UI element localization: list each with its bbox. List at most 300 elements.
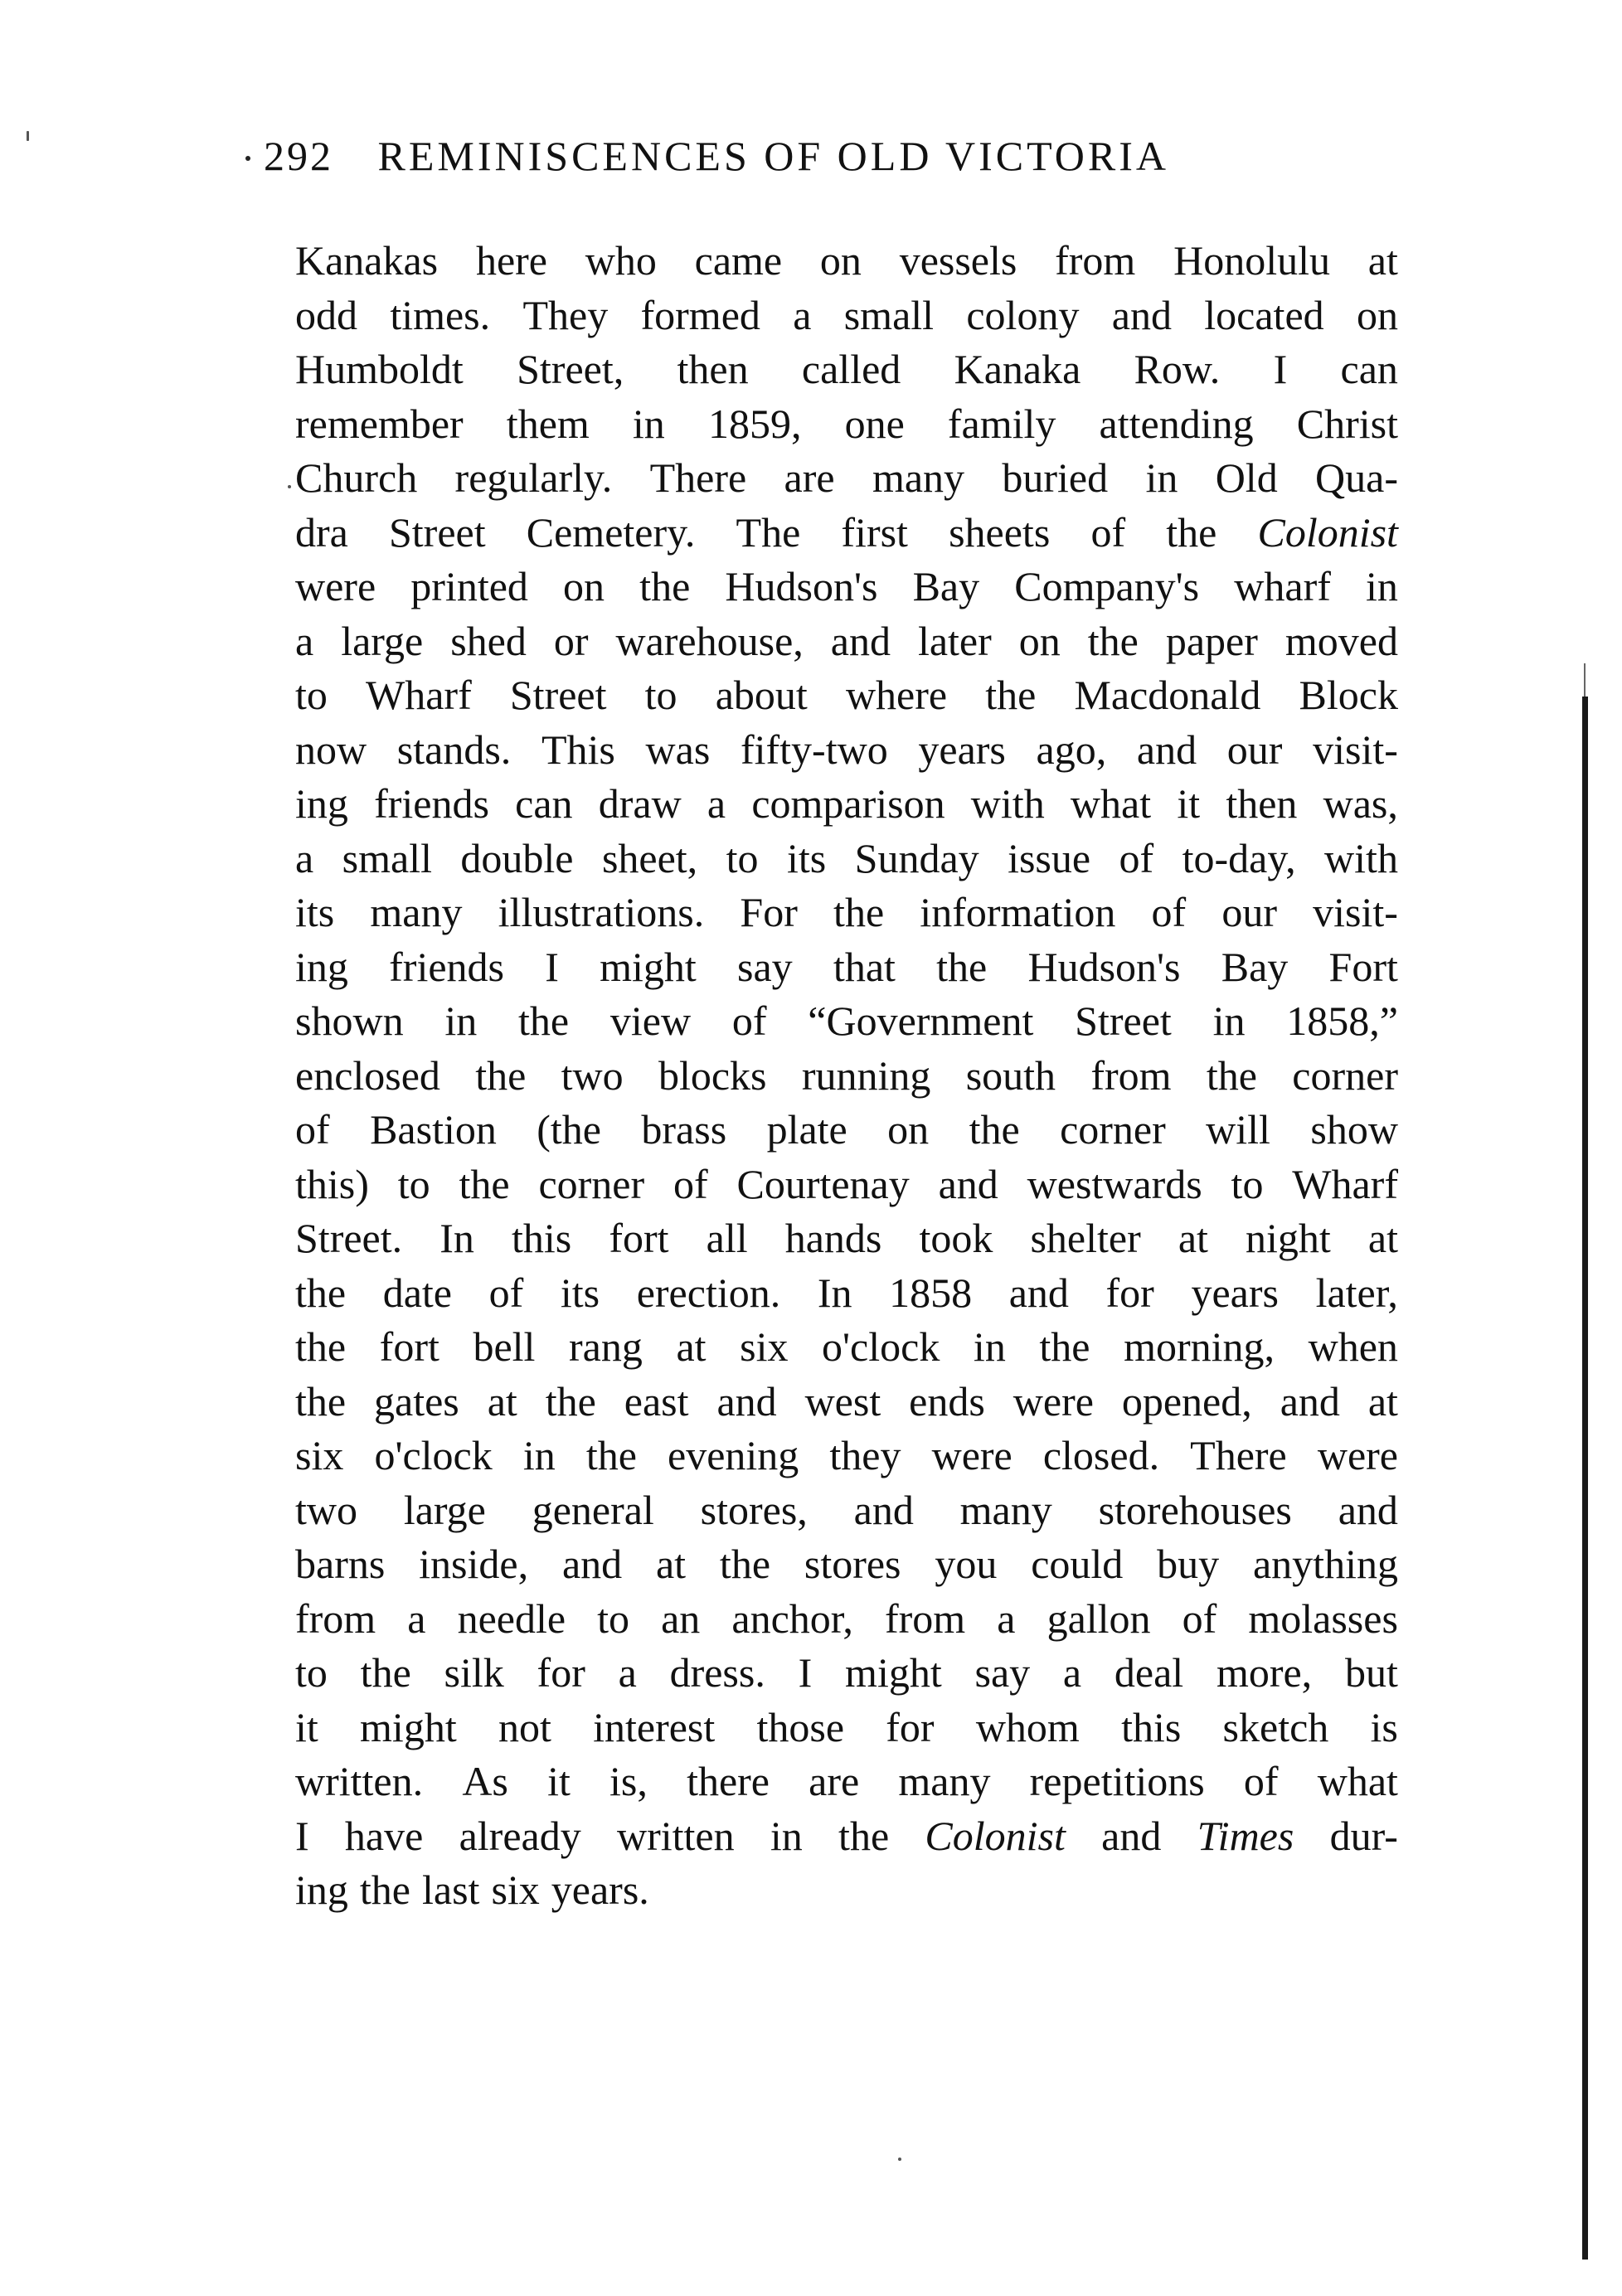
word: last xyxy=(422,1866,480,1913)
word: the xyxy=(295,1323,347,1370)
word: Hudson's xyxy=(725,563,878,609)
word: the xyxy=(475,1051,527,1099)
text-line xyxy=(295,451,1398,506)
text-line xyxy=(295,614,1398,669)
word: of xyxy=(1182,1595,1217,1642)
word: there xyxy=(687,1758,770,1804)
word: from xyxy=(885,1595,966,1642)
word: visit- xyxy=(1313,726,1398,773)
word: say xyxy=(974,1649,1031,1696)
text-line xyxy=(295,1755,1398,1809)
scan-speck xyxy=(27,131,29,141)
word: and xyxy=(1101,1812,1162,1859)
word: Humboldt xyxy=(295,346,464,392)
word: at xyxy=(1367,237,1398,284)
word: six xyxy=(491,1866,540,1913)
running-title: REMINISCENCES OF OLD VICTORIA xyxy=(377,133,1170,179)
text-line xyxy=(295,1809,1398,1864)
word: might xyxy=(360,1703,457,1750)
word: hands xyxy=(784,1215,882,1261)
text-line xyxy=(295,1103,1398,1158)
word: Block xyxy=(1299,672,1398,718)
word: Street. xyxy=(295,1215,403,1261)
word: and xyxy=(830,617,891,664)
word: the xyxy=(1166,508,1217,556)
word: came xyxy=(694,237,783,284)
word: and xyxy=(561,1541,623,1587)
word: the xyxy=(585,1432,637,1478)
word: shed xyxy=(450,617,527,664)
word: the xyxy=(833,889,885,935)
word: I xyxy=(1273,346,1288,392)
word: erection. xyxy=(636,1269,781,1316)
word: this) xyxy=(295,1160,369,1207)
word: first xyxy=(841,508,908,556)
word: say xyxy=(737,943,793,990)
word: located xyxy=(1204,291,1324,338)
word: barns xyxy=(295,1541,386,1587)
word: years xyxy=(1191,1269,1279,1316)
word: fort xyxy=(379,1323,439,1370)
word: are xyxy=(809,1758,860,1804)
word: two xyxy=(561,1051,624,1099)
word: There xyxy=(1190,1432,1287,1478)
word: Street, xyxy=(517,346,624,392)
word: from xyxy=(1090,1051,1172,1099)
text-line xyxy=(295,1483,1398,1538)
word: were xyxy=(1013,1377,1094,1425)
word: vessels xyxy=(899,237,1017,284)
word: can xyxy=(1340,346,1398,392)
word: anchor, xyxy=(731,1595,853,1642)
word: to xyxy=(597,1595,630,1642)
word: a xyxy=(618,1649,637,1696)
word: opened, xyxy=(1121,1377,1252,1425)
word: of xyxy=(295,1106,330,1153)
word: an xyxy=(661,1595,701,1642)
text-line xyxy=(295,1320,1398,1375)
word: remember xyxy=(295,400,464,447)
word: Row. xyxy=(1134,346,1221,392)
word: a xyxy=(1062,1649,1082,1696)
word: a xyxy=(997,1595,1016,1642)
italic-word: Times xyxy=(1197,1812,1294,1859)
word: to xyxy=(397,1160,430,1207)
word: information xyxy=(920,889,1116,935)
word: this xyxy=(511,1215,572,1261)
word: double xyxy=(460,834,574,881)
word: moved xyxy=(1284,617,1398,664)
word: the xyxy=(545,1377,596,1425)
word: when xyxy=(1308,1323,1398,1370)
word: large xyxy=(403,1486,486,1533)
word: corner xyxy=(538,1160,645,1207)
text-line xyxy=(295,234,1398,289)
word: In xyxy=(817,1269,852,1316)
word: at xyxy=(655,1541,687,1587)
word: on xyxy=(1356,291,1398,338)
word: Church xyxy=(295,454,418,501)
word: but xyxy=(1344,1649,1398,1696)
word: about xyxy=(715,672,808,718)
word: our xyxy=(1221,889,1277,935)
word: dur- xyxy=(1329,1812,1398,1859)
word: issue xyxy=(1008,834,1091,881)
word: not xyxy=(498,1703,551,1750)
word: 1858,” xyxy=(1286,998,1398,1044)
word: The xyxy=(736,508,801,556)
word: the xyxy=(936,943,988,990)
word: more, xyxy=(1216,1649,1313,1696)
word: evening xyxy=(668,1432,799,1478)
word: where xyxy=(845,672,948,718)
word: blocks xyxy=(658,1051,767,1099)
word: regularly. xyxy=(454,454,613,501)
word: six xyxy=(295,1432,344,1478)
word: in xyxy=(522,1432,556,1478)
word: small xyxy=(843,291,935,338)
word: the xyxy=(360,1649,411,1696)
word: the xyxy=(838,1812,890,1859)
word: Wharf xyxy=(1292,1160,1398,1207)
word: written xyxy=(616,1812,735,1859)
word: it xyxy=(547,1758,571,1804)
word: and xyxy=(938,1160,998,1207)
text-line xyxy=(295,1863,1398,1918)
word: at xyxy=(487,1377,517,1425)
binding-edge-shadow xyxy=(1582,697,1588,2260)
word: gallon xyxy=(1047,1595,1151,1642)
word: For xyxy=(740,889,798,935)
word: (the xyxy=(537,1106,601,1153)
word: with xyxy=(1324,834,1398,881)
word: in xyxy=(632,400,665,447)
word: in xyxy=(1366,563,1398,609)
word: can xyxy=(515,780,573,827)
page-number: 292 xyxy=(264,123,333,189)
word: draw xyxy=(598,780,682,827)
word: Street xyxy=(1075,998,1172,1044)
text-line xyxy=(295,777,1398,832)
word: Old xyxy=(1215,454,1278,501)
text-line xyxy=(295,668,1398,723)
word: corner xyxy=(1292,1051,1398,1099)
word: in xyxy=(1145,454,1178,501)
word: Hudson's xyxy=(1027,943,1181,990)
word: a xyxy=(295,834,314,881)
word: is, xyxy=(609,1758,648,1804)
word: stands. xyxy=(396,726,512,773)
word: ing xyxy=(295,943,348,990)
text-line xyxy=(295,289,1398,343)
word: south xyxy=(965,1051,1056,1099)
word: have xyxy=(344,1812,424,1859)
word: the xyxy=(985,672,1037,718)
word: from xyxy=(1055,237,1136,284)
word: all xyxy=(706,1215,748,1261)
text-line xyxy=(295,1429,1398,1483)
word: stores xyxy=(804,1541,901,1587)
word: might xyxy=(845,1649,942,1696)
word: is xyxy=(1370,1703,1398,1750)
word: Bay xyxy=(912,563,980,609)
word: the xyxy=(1039,1323,1090,1370)
word: night xyxy=(1246,1215,1331,1261)
word: took xyxy=(919,1215,993,1261)
word: what xyxy=(1317,1758,1398,1804)
text-line xyxy=(295,342,1398,397)
word: at xyxy=(1367,1215,1398,1261)
word: “Government xyxy=(808,998,1034,1044)
word: west xyxy=(804,1377,881,1425)
word: storehouses xyxy=(1098,1486,1292,1533)
word: attending xyxy=(1099,400,1254,447)
word: There xyxy=(649,454,747,501)
word: might xyxy=(600,943,697,990)
word: Wharf xyxy=(366,672,472,718)
word: wharf xyxy=(1234,563,1331,609)
word: bell xyxy=(473,1323,536,1370)
word: enclosed xyxy=(295,1051,440,1099)
text-line xyxy=(295,560,1398,614)
word: Kanakas xyxy=(295,237,439,284)
word: and xyxy=(1111,291,1172,338)
word: fifty-two xyxy=(740,726,888,773)
word: on xyxy=(819,237,862,284)
word: and xyxy=(1280,1377,1340,1425)
word: 1859, xyxy=(707,400,802,447)
word: whom xyxy=(975,1703,1080,1750)
word: the xyxy=(719,1541,771,1587)
word: Bastion xyxy=(370,1106,497,1153)
word: you xyxy=(935,1541,998,1587)
word: printed xyxy=(410,563,528,609)
word: buried xyxy=(1002,454,1109,501)
word: westwards xyxy=(1027,1160,1202,1207)
word: the xyxy=(1087,617,1139,664)
word: ago, xyxy=(1036,726,1107,773)
word: gates xyxy=(374,1377,459,1425)
word: many xyxy=(898,1758,991,1804)
word: years. xyxy=(551,1866,649,1913)
word: the xyxy=(969,1106,1020,1153)
word: the xyxy=(1206,1051,1257,1099)
word: east xyxy=(624,1377,689,1425)
word: are xyxy=(784,454,835,501)
word: was xyxy=(645,726,711,773)
text-line xyxy=(295,832,1398,886)
word: Sunday xyxy=(854,834,979,881)
word: its xyxy=(786,834,827,881)
word: general xyxy=(532,1486,654,1533)
word: to xyxy=(295,1649,328,1696)
word: that xyxy=(833,943,896,990)
word: Qua- xyxy=(1315,454,1398,501)
word: at xyxy=(676,1323,707,1370)
word: morning, xyxy=(1124,1323,1275,1370)
word: Bay xyxy=(1221,943,1289,990)
word: repetitions xyxy=(1029,1758,1205,1804)
word: I xyxy=(798,1649,813,1696)
word: buy xyxy=(1157,1541,1220,1587)
word: the xyxy=(295,1269,347,1316)
body-text xyxy=(295,234,1398,1918)
word: ing xyxy=(295,780,348,827)
word: two xyxy=(295,1486,357,1533)
word: from xyxy=(295,1595,376,1642)
word: needle xyxy=(457,1595,566,1642)
word: in xyxy=(444,998,478,1044)
word: sheets xyxy=(949,508,1051,556)
word: a xyxy=(295,617,314,664)
word: o'clock xyxy=(374,1432,493,1478)
word: years xyxy=(918,726,1006,773)
word: comparison xyxy=(751,780,945,827)
word: now xyxy=(295,726,367,773)
word: Courtenay xyxy=(736,1160,910,1207)
word: of xyxy=(1090,508,1126,556)
word: at xyxy=(1178,1215,1208,1261)
scan-speck xyxy=(898,2158,901,2161)
word: shelter xyxy=(1030,1215,1141,1261)
word: to xyxy=(726,834,759,881)
word: family xyxy=(947,400,1056,447)
word: plate xyxy=(766,1106,847,1153)
word: I xyxy=(545,943,559,990)
text-line xyxy=(295,1537,1398,1592)
word: in xyxy=(973,1323,1006,1370)
word: times. xyxy=(390,291,491,338)
word: to xyxy=(644,672,677,718)
word: brass xyxy=(641,1106,727,1153)
word: o'clock xyxy=(822,1323,940,1370)
word: many xyxy=(370,889,463,935)
word: were xyxy=(295,563,376,609)
word: could xyxy=(1031,1541,1124,1587)
word: As xyxy=(462,1758,508,1804)
word: it xyxy=(295,1703,318,1750)
word: molasses xyxy=(1248,1595,1398,1642)
word: dra xyxy=(295,508,348,556)
text-line xyxy=(295,723,1398,778)
word: later, xyxy=(1315,1269,1398,1316)
word: this xyxy=(1121,1703,1182,1750)
word: deal xyxy=(1114,1649,1184,1696)
word: later xyxy=(917,617,992,664)
word: closed. xyxy=(1042,1432,1160,1478)
word: were xyxy=(1317,1432,1398,1478)
word: show xyxy=(1310,1106,1398,1153)
word: of xyxy=(731,998,767,1044)
word: date xyxy=(382,1269,452,1316)
text-line xyxy=(295,1375,1398,1430)
word: to-day, xyxy=(1182,834,1296,881)
word: already xyxy=(459,1812,581,1859)
text-line xyxy=(295,506,1398,561)
text-line xyxy=(295,397,1398,452)
word: Company's xyxy=(1014,563,1200,609)
word: interest xyxy=(593,1703,716,1750)
word: of xyxy=(1119,834,1154,881)
word: will xyxy=(1206,1106,1270,1153)
text-line xyxy=(295,1266,1398,1321)
italic-word: Colonist xyxy=(925,1812,1066,1859)
running-header xyxy=(264,123,1408,189)
word: They xyxy=(522,291,609,338)
word: those xyxy=(756,1703,845,1750)
word: odd xyxy=(295,291,357,338)
word: friends xyxy=(374,780,489,827)
word: dress. xyxy=(669,1649,765,1696)
word: and xyxy=(1008,1269,1069,1316)
word: of xyxy=(488,1269,524,1316)
word: fort xyxy=(609,1215,669,1261)
word: Christ xyxy=(1296,400,1398,447)
word: small xyxy=(342,834,432,881)
scan-speck xyxy=(288,485,291,488)
word: for xyxy=(886,1703,935,1750)
word: of xyxy=(673,1160,708,1207)
word: paper xyxy=(1165,617,1258,664)
word: here xyxy=(475,237,547,284)
word: Street xyxy=(388,508,486,556)
word: or xyxy=(553,617,589,664)
word: large xyxy=(341,617,424,664)
word: shown xyxy=(295,998,404,1044)
word: on xyxy=(887,1106,930,1153)
word: 1858 xyxy=(889,1269,973,1316)
word: its xyxy=(295,889,335,935)
word: corner xyxy=(1060,1106,1166,1153)
word: they xyxy=(829,1432,901,1478)
word: of xyxy=(1151,889,1187,935)
word: a xyxy=(707,780,726,827)
word: six xyxy=(740,1323,789,1370)
word: the xyxy=(639,563,691,609)
word: silk xyxy=(444,1649,504,1696)
word: and xyxy=(853,1486,914,1533)
word: stores, xyxy=(700,1486,808,1533)
word: at xyxy=(1367,1377,1398,1425)
word: to xyxy=(295,672,328,718)
word: formed xyxy=(640,291,760,338)
word: running xyxy=(801,1051,931,1099)
word: ing xyxy=(295,1866,348,1913)
text-line xyxy=(295,940,1398,995)
word: in xyxy=(770,1812,803,1859)
word: written. xyxy=(295,1758,424,1804)
word: inside, xyxy=(419,1541,529,1587)
text-line xyxy=(295,886,1398,940)
word: for xyxy=(1105,1269,1154,1316)
word: the xyxy=(359,1866,410,1913)
word: illustrations. xyxy=(498,889,705,935)
text-line xyxy=(295,1211,1398,1266)
word: many xyxy=(872,454,965,501)
italic-word: Colonist xyxy=(1257,508,1398,556)
word: colony xyxy=(966,291,1080,338)
word: to xyxy=(1231,1160,1264,1207)
word: on xyxy=(563,563,605,609)
word: friends xyxy=(389,943,504,990)
word: sheet, xyxy=(601,834,698,881)
word: anything xyxy=(1252,1541,1398,1587)
word: the xyxy=(459,1160,510,1207)
word: view xyxy=(609,998,692,1044)
word: This xyxy=(541,726,615,773)
word: its xyxy=(560,1269,600,1316)
word: what xyxy=(1070,780,1152,827)
